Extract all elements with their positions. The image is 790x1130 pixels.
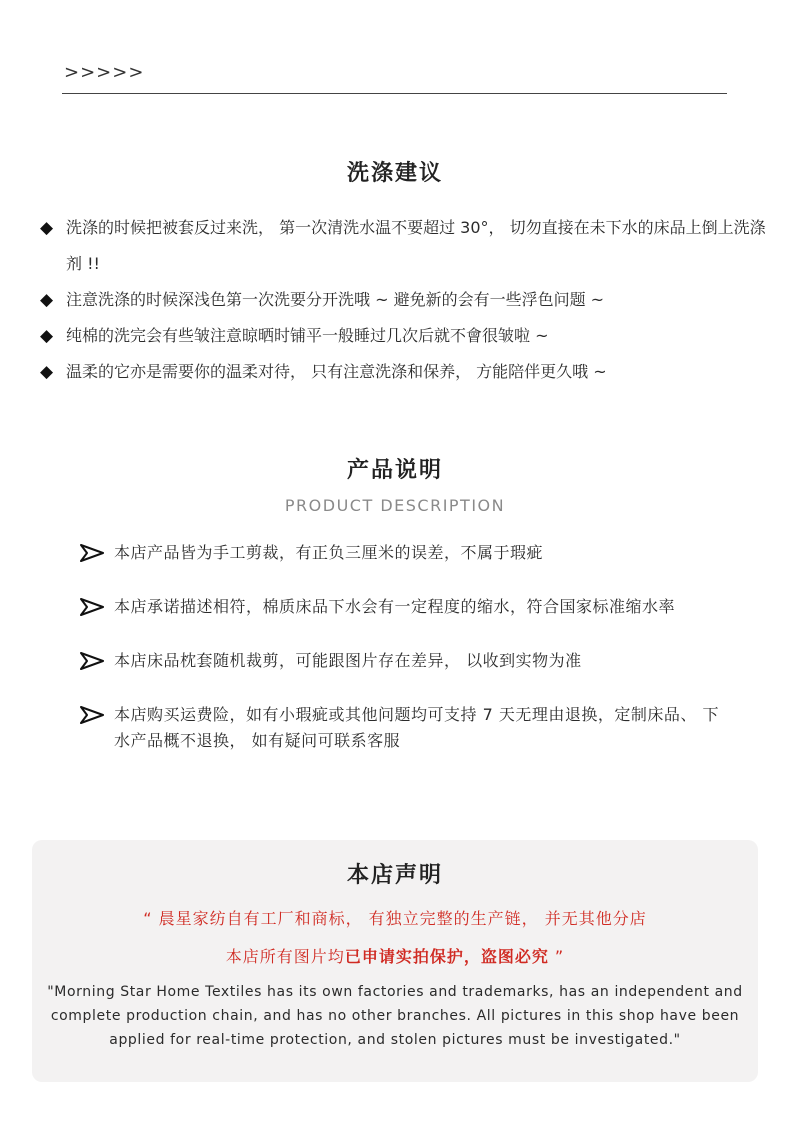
product-description-subtitle: PRODUCT DESCRIPTION — [284, 496, 506, 515]
wash-advice-item — [40, 210, 780, 282]
product-description-item — [80, 648, 720, 678]
product-description-item — [80, 594, 720, 624]
store-notice-warning-emphasis: 已申请实拍保护，盗图必究 — [344, 947, 549, 966]
store-notice-english: "Morning Star Home Textiles has its own factories and trademarks, has an independent and complete production chain, and has no other branches. All pictures in this shop have been applied for real-time protection, and stolen pictures must be investigated." — [47, 984, 743, 1048]
wash-advice-text: 洗涤的时候把被套反过来洗， 第一次清洗水温不要超过 30°， 切勿直接在未下水的床品上倒上洗涤剂 !! — [66, 218, 766, 273]
store-notice-statement: “ 晨星家纺自有工厂和商标， 有独立完整的生产链， 并无其他分店 — [143, 909, 647, 928]
wash-advice-item — [40, 318, 780, 354]
diamond-bullet-icon: ◆ — [40, 218, 54, 238]
arrowhead-right-icon — [80, 648, 114, 678]
product-description-text: 本店承诺描述相符，棉质床品下水会有一定程度的缩水，符合国家标准缩水率 — [114, 597, 676, 616]
wash-advice-text: 纯棉的洗完会有些皱注意晾晒时铺平一般睡过几次后就不會很皱啦 ~ — [66, 326, 549, 345]
product-description-list — [80, 540, 720, 754]
wash-advice-item — [40, 282, 780, 318]
wash-advice-title: 洗涤建议 — [346, 161, 443, 186]
product-description-title: 产品说明 — [346, 458, 443, 483]
product-description-item — [80, 702, 720, 754]
arrowhead-right-icon — [80, 540, 114, 570]
header-arrows: >>>>> — [64, 62, 145, 83]
wash-advice-text: 注意洗涤的时候深浅色第一次洗要分开洗哦 ~ 避免新的会有一些浮色问题 ~ — [66, 290, 605, 309]
wash-advice-text: 温柔的它亦是需要你的温柔对待， 只有注意洗涤和保养， 方能陪伴更久哦 ~ — [66, 362, 607, 381]
diamond-bullet-icon: ◆ — [40, 362, 54, 382]
wash-advice-list — [40, 210, 780, 390]
store-notice-warning — [32, 944, 758, 967]
header-divider — [62, 93, 727, 94]
wash-advice-item — [40, 354, 780, 390]
product-description-text: 本店床品枕套随机裁剪，可能跟图片存在差异， 以收到实物为准 — [114, 651, 582, 670]
store-notice-warning-close: ” — [548, 947, 565, 966]
store-notice-title: 本店声明 — [346, 863, 443, 888]
diamond-bullet-icon: ◆ — [40, 290, 54, 310]
arrowhead-right-icon — [80, 594, 114, 624]
arrowhead-right-icon — [80, 702, 114, 732]
product-description-text: 本店购买运费险，如有小瑕疵或其他问题均可支持 7 天无理由退换，定制床品、 下水产品概不退换， 如有疑问可联系客服 — [114, 705, 719, 750]
product-description-item — [80, 540, 720, 570]
store-notice-panel — [32, 840, 758, 1082]
diamond-bullet-icon: ◆ — [40, 326, 54, 346]
store-notice-warning-text: 本店所有图片均 — [225, 947, 345, 966]
product-description-text: 本店产品皆为手工剪裁，有正负三厘米的误差，不属于瑕疵 — [114, 543, 544, 562]
